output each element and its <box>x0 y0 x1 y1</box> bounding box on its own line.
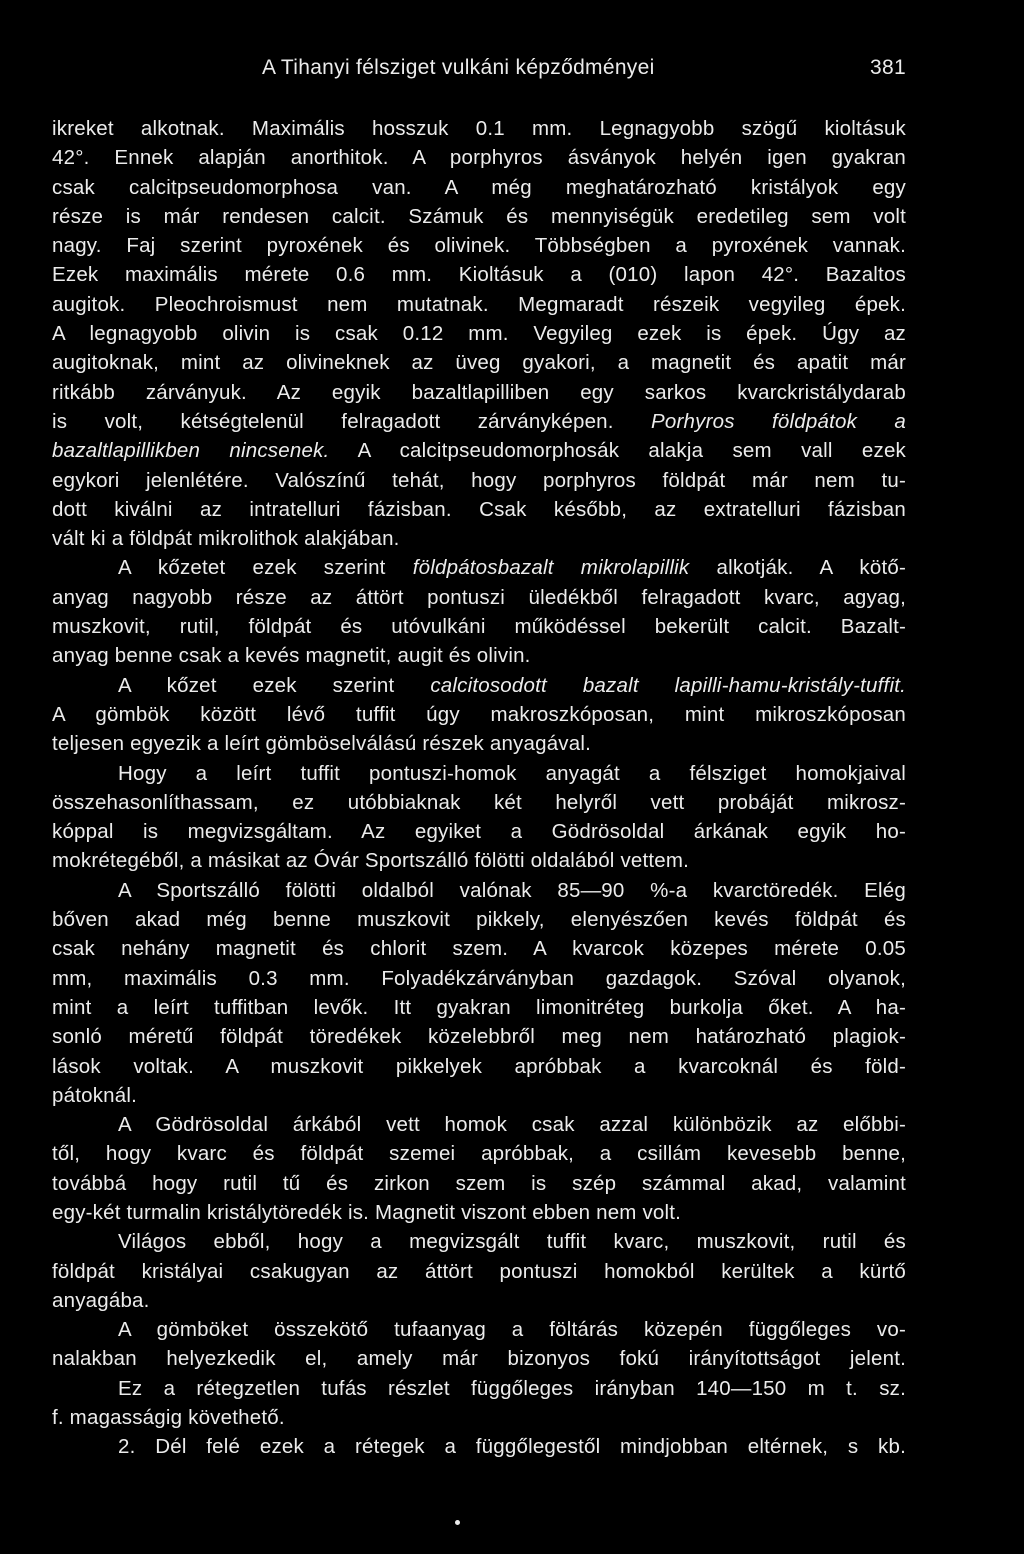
text-line: augitok. Pleochroismust nem mutatnak. Megmaradt részeik vegyileg épek. <box>52 292 906 316</box>
page-number: 381 <box>870 56 906 79</box>
text-line: sonló méretű földpát töredékek közelebbről meg nem határozható plagiok- <box>52 1025 906 1049</box>
text-line: Világos ebből, hogy a megvizsgált tuffit kvarc, muszkovit, rutil és <box>118 1230 906 1254</box>
text-line <box>52 436 906 465</box>
text-line: nagy. Faj szerint pyroxének és olivinek. Többségben a pyroxének vannak. <box>52 234 906 258</box>
text-line: től, hogy kvarc és földpát szemei apróbbak, a csillám kevesebb benne, <box>52 1142 906 1166</box>
text-line: augitoknak, mint az olivineknek az üveg gyakori, a magnetit és apatit már <box>52 351 906 375</box>
text-line: kóppal is megvizsgáltam. Az egyiket a Gödrösoldal árkának egyik ho- <box>52 820 906 844</box>
text-line: anyag nagyobb része az áttört pontuszi üledékből felragadott kvarc, agyag, <box>52 585 906 609</box>
text-line: ritkább zárványuk. Az egyik bazaltlapilliben egy sarkos kvarckristálydarab <box>52 380 906 404</box>
text-line: 2. Dél felé ezek a rétegek a függőlegestől mindjobban eltérnek, s kb. <box>118 1435 906 1459</box>
text-line: A Gödrösoldal árkából vett homok csak azzal különbözik az előbbi- <box>118 1113 906 1137</box>
italic-phrase: Porhyros földpátok a <box>651 409 907 433</box>
text-line <box>52 671 906 700</box>
text-line: dott kiválni az intratelluri fázisban. Csak később, az extratelluri fázisban <box>52 497 906 521</box>
italic-phrase: bazaltlapillikben nincsenek. <box>52 439 330 463</box>
text-segment: alkotják. A kötő- <box>716 556 906 580</box>
text-line: csak calcitpseudomorphosa van. A még meghatározható kristályok egy <box>52 175 906 199</box>
text-line: Ez a rétegzetlen tufás részlet függőleges irányban 140—150 m t. sz. <box>118 1376 906 1400</box>
text-line: földpát kristályai csakugyan az áttört pontuszi homokból kerültek a kürtő <box>52 1259 906 1283</box>
text-line: mint a leírt tuffitban levők. Itt gyakran limonitréteg burkolja őket. A ha- <box>52 995 906 1019</box>
text-line: 42°. Ennek alapján anorthitok. A porphyros ásványok helyén igen gyakran <box>52 146 906 170</box>
text-line: teljesen egyezik a leírt gömböselválású részek anyagával. <box>52 732 591 756</box>
text-segment: A calcitpseudomorphosák alakja sem vall ezek <box>357 439 907 463</box>
text-line: csak nehány magnetit és chlorit szem. A kvarcok közepes mérete 0.05 <box>52 937 906 961</box>
text-line: része is már rendesen calcit. Számuk és mennyiségük eredetileg sem volt <box>52 204 906 228</box>
text-line: vált ki a földpát mikrolithok alakjában. <box>52 527 400 551</box>
text-line: anyagába. <box>52 1288 150 1312</box>
running-head <box>52 56 906 90</box>
text-line: összehasonlíthassam, ez utóbbiaknak két helyről vett probáját mikrosz- <box>52 790 906 814</box>
text-line <box>52 407 906 436</box>
text-line: továbbá hogy rutil tű és zirkon szem is szép számmal akad, valamint <box>52 1171 906 1195</box>
text-line: mokrétegéből, a másikat az Óvár Sportszálló fölötti oldalából vettem. <box>52 849 690 873</box>
text-line: f. magasságig követhető. <box>52 1406 285 1430</box>
text-line: A gömböket összekötő tufaanyag a föltárás közepén függőleges vo- <box>118 1318 906 1342</box>
text-line <box>52 553 906 582</box>
text-line: Hogy a leírt tuffit pontuszi-homok anyagát a félsziget homokjaival <box>118 761 906 785</box>
text-line: pátoknál. <box>52 1083 138 1107</box>
text-line: lások voltak. A muszkovit pikkelyek apróbbak a kvarcoknál és föld- <box>52 1054 906 1078</box>
text-line: A Sportszálló fölötti oldalból valónak 85—90 %-a kvarctöredék. Elég <box>118 878 906 902</box>
italic-phrase: földpátosbazalt mikrolapillik <box>412 556 690 580</box>
text-segment: A kőzetet ezek szerint <box>118 556 386 580</box>
text-line: ikreket alkotnak. Maximális hosszuk 0.1 mm. Legnagyobb szögű kioltásuk <box>52 117 906 140</box>
text-segment: A kőzet ezek szerint <box>118 673 395 697</box>
text-line: egykori jelenlétére. Valószínű tehát, hogy porphyros földpát már nem tu- <box>52 468 906 492</box>
running-title: A Tihanyi félsziget vulkáni képződményei <box>262 56 655 79</box>
ink-dot <box>455 1520 460 1525</box>
text-line: muszkovit, rutil, földpát és utóvulkáni működéssel bekerült calcit. Bazalt- <box>52 615 906 639</box>
text-line: bőven akad még benne muszkovit pikkely, elenyészően kevés földpát és <box>52 908 906 932</box>
body-text <box>52 114 906 1462</box>
text-line: anyag benne csak a kevés magnetit, augit és olivin. <box>52 644 531 668</box>
text-line: Ezek maximális mérete 0.6 mm. Kioltásuk a (010) lapon 42°. Bazaltos <box>52 263 906 287</box>
text-line: A legnagyobb olivin is csak 0.12 mm. Vegyileg ezek is épek. Úgy az <box>52 322 906 346</box>
text-line: egy-két turmalin kristálytöredék is. Magnetit viszont ebben nem volt. <box>52 1200 682 1224</box>
text-line: nalakban helyezkedik el, amely már bizonyos fokú irányítottságot jelent. <box>52 1347 906 1371</box>
italic-phrase: calcitosodott bazalt lapilli-hamu-kristály-tuffit. <box>430 673 906 697</box>
text-line: A gömbök között lévő tuffit úgy makroszkóposan, mint mikroszkóposan <box>52 702 906 726</box>
text-line: mm, maximális 0.3 mm. Folyadékzárványban gazdagok. Szóval olyanok, <box>52 966 906 990</box>
text-segment: is volt, kétségtelenül felragadott zárványképen. <box>52 409 614 433</box>
